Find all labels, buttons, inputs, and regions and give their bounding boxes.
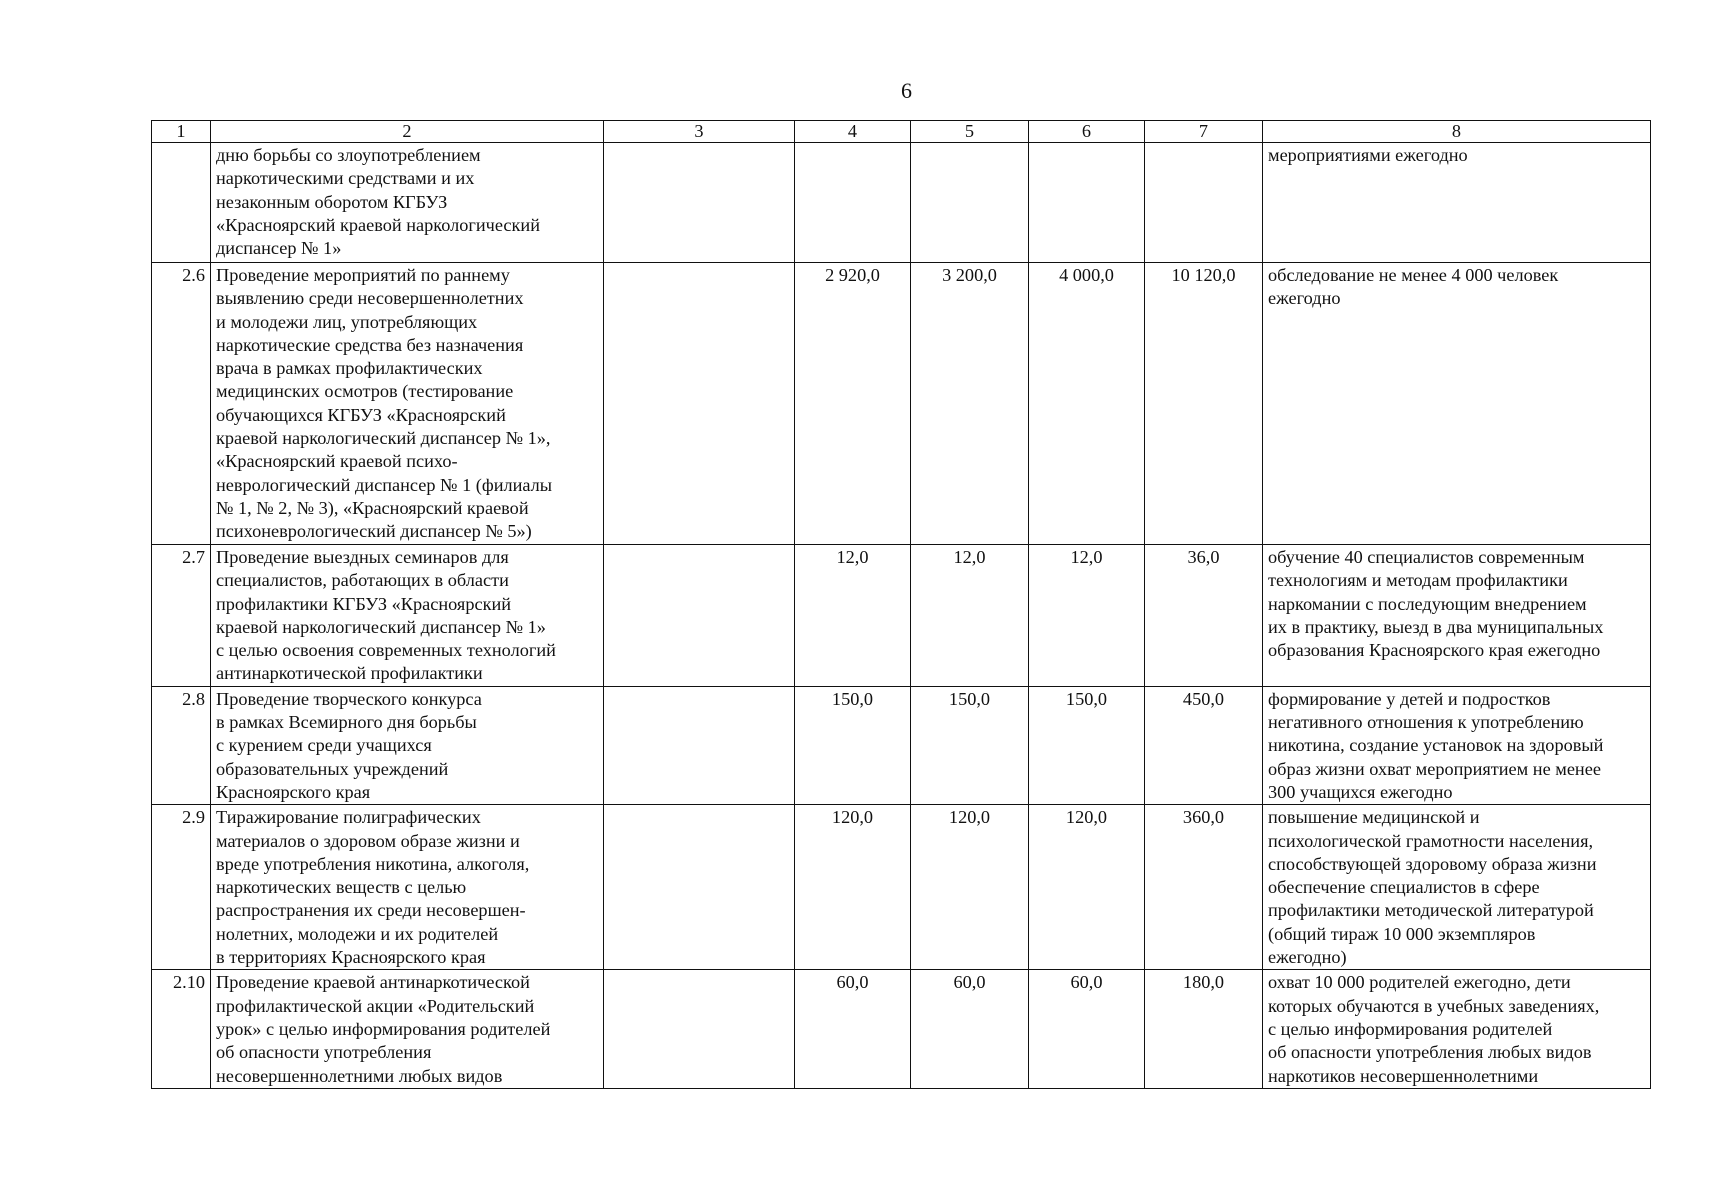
column-3-cell xyxy=(604,143,795,263)
measure-name: дню борьбы со злоупотреблением наркотическими средствами и их незаконным оборотом КГБУЗ «Красноярский краевой наркологический диспансер № 1» xyxy=(211,143,604,263)
column-3-cell xyxy=(604,805,795,970)
column-header: 5 xyxy=(911,121,1029,143)
value-total: 10 120,0 xyxy=(1145,263,1263,545)
value-year-2 xyxy=(911,143,1029,263)
measure-name: Проведение краевой антинаркотической профилактической акции «Родительский урок» с целью информирования родителей об опасности употребления несовершеннолетними любых видов xyxy=(211,970,604,1088)
expected-result: обучение 40 специалистов современным технологиям и методам профилактики наркомании с последующим внедрением их в практику, выезд в два муниципальных образования Красноярского края ежегодно xyxy=(1263,545,1651,687)
column-3-cell xyxy=(604,686,795,804)
column-header: 2 xyxy=(211,121,604,143)
measure-name: Проведение мероприятий по раннему выявлению среди несовершеннолетних и молодежи лиц, употребляющих наркотические средства без назначения врача в рамках профилактических медицинских осмотров (тестирование обучающихся КГБУЗ «Красноярский краевой наркологический диспансер № 1», «Красноярский краевой психо- неврологический диспансер № 1 (филиалы № 1, № 2, № 3), «Красноярский краевой психоневрологический диспансер № 5») xyxy=(211,263,604,545)
column-header: 3 xyxy=(604,121,795,143)
column-header: 8 xyxy=(1263,121,1651,143)
table-row xyxy=(152,263,1651,545)
expected-result: мероприятиями ежегодно xyxy=(1263,143,1651,263)
value-year-1: 2 920,0 xyxy=(795,263,911,545)
value-year-3: 120,0 xyxy=(1029,805,1145,970)
column-3-cell xyxy=(604,545,795,687)
value-year-1: 60,0 xyxy=(795,970,911,1088)
table-row xyxy=(152,143,1651,263)
table-row xyxy=(152,970,1651,1088)
row-number: 2.9 xyxy=(152,805,211,970)
value-year-3: 4 000,0 xyxy=(1029,263,1145,545)
value-year-3 xyxy=(1029,143,1145,263)
value-year-2: 150,0 xyxy=(911,686,1029,804)
row-number xyxy=(152,143,211,263)
value-total: 180,0 xyxy=(1145,970,1263,1088)
row-number: 2.6 xyxy=(152,263,211,545)
table-row xyxy=(152,545,1651,687)
column-header: 1 xyxy=(152,121,211,143)
expected-result: повышение медицинской и психологической грамотности населения, способствующей здоровому образа жизни обеспечение специалистов в сфере профилактики методической литературой (общий тираж 10 000 экземпляров ежегодно) xyxy=(1263,805,1651,970)
column-number-row xyxy=(152,121,1651,143)
measures-table xyxy=(151,120,1651,1089)
measure-name: Проведение выездных семинаров для специалистов, работающих в области профилактики КГБУЗ «Красноярский краевой наркологический диспансер № 1» с целью освоения современных технологий антинаркотической профилактики xyxy=(211,545,604,687)
value-year-2: 120,0 xyxy=(911,805,1029,970)
row-number: 2.8 xyxy=(152,686,211,804)
value-year-2: 3 200,0 xyxy=(911,263,1029,545)
value-total: 36,0 xyxy=(1145,545,1263,687)
expected-result: охват 10 000 родителей ежегодно, дети которых обучаются в учебных заведениях, с целью информирования родителей об опасности употребления любых видов наркотиков несовершеннолетними xyxy=(1263,970,1651,1088)
row-number: 2.7 xyxy=(152,545,211,687)
value-year-1: 120,0 xyxy=(795,805,911,970)
value-year-1: 12,0 xyxy=(795,545,911,687)
measure-name: Тиражирование полиграфических материалов о здоровом образе жизни и вреде употребления никотина, алкоголя, наркотических веществ с целью распространения их среди несовершен- нолетних, молодежи и их родителей в территориях Красноярского края xyxy=(211,805,604,970)
column-header: 4 xyxy=(795,121,911,143)
value-year-2: 60,0 xyxy=(911,970,1029,1088)
value-year-1: 150,0 xyxy=(795,686,911,804)
value-total xyxy=(1145,143,1263,263)
expected-result: обследование не менее 4 000 человек ежегодно xyxy=(1263,263,1651,545)
measure-name: Проведение творческого конкурса в рамках Всемирного дня борьбы с курением среди учащихся образовательных учреждений Красноярского края xyxy=(211,686,604,804)
page-number: 6 xyxy=(901,78,912,103)
column-3-cell xyxy=(604,263,795,545)
expected-result: формирование у детей и подростков негативного отношения к употреблению никотина, создание установок на здоровый образ жизни охват мероприятием не менее 300 учащихся ежегодно xyxy=(1263,686,1651,804)
table-row xyxy=(152,686,1651,804)
value-year-2: 12,0 xyxy=(911,545,1029,687)
table-row xyxy=(152,805,1651,970)
column-header: 7 xyxy=(1145,121,1263,143)
value-year-3: 150,0 xyxy=(1029,686,1145,804)
value-total: 360,0 xyxy=(1145,805,1263,970)
column-3-cell xyxy=(604,970,795,1088)
row-number: 2.10 xyxy=(152,970,211,1088)
value-year-3: 60,0 xyxy=(1029,970,1145,1088)
value-year-3: 12,0 xyxy=(1029,545,1145,687)
value-year-1 xyxy=(795,143,911,263)
value-total: 450,0 xyxy=(1145,686,1263,804)
column-header: 6 xyxy=(1029,121,1145,143)
